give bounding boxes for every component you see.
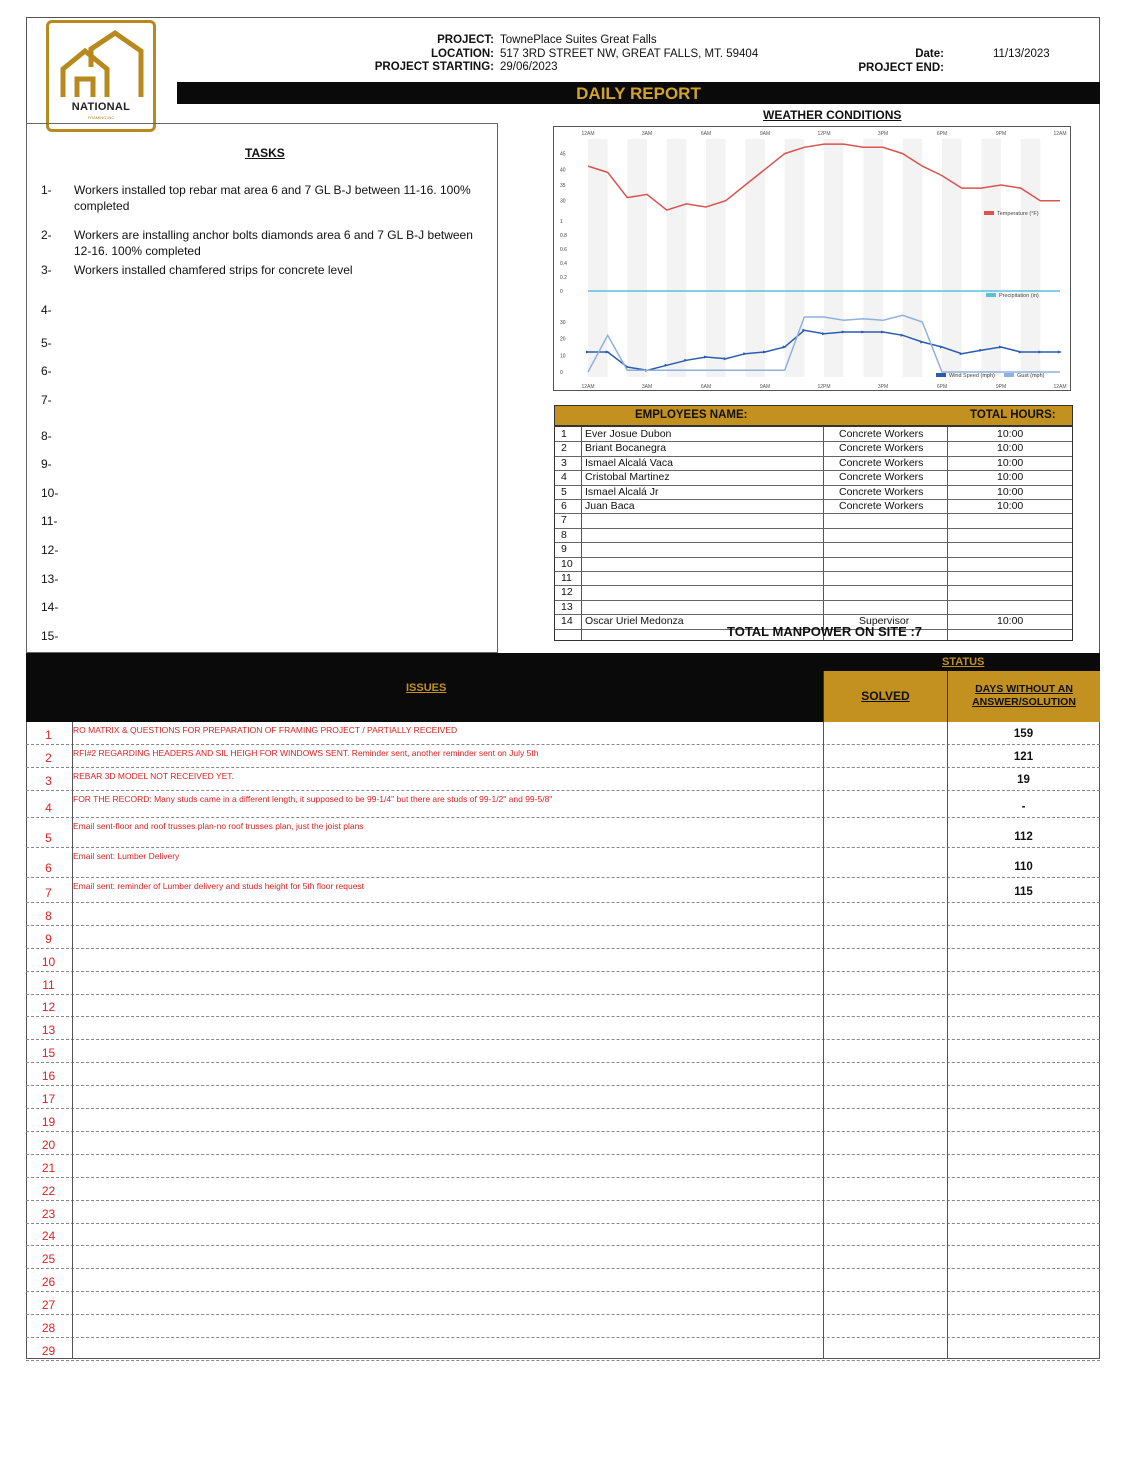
issue-days: 121: [1013, 751, 1034, 763]
employee-name: Ismael Alcalá Jr: [585, 485, 659, 498]
x-tick-label-top: 12AM: [581, 131, 595, 137]
task-text: Workers installed top rebar mat area 6 and 7 GL B-J between 11-16. 100% completed: [74, 183, 471, 213]
issue-days: 110: [1014, 861, 1033, 873]
date-value: 11/13/2023: [993, 48, 1050, 60]
task-number: 4-: [41, 303, 52, 317]
house-logo-icon: [49, 27, 153, 103]
x-tick-label-bottom: 9PM: [995, 384, 1007, 390]
employee-row: [555, 470, 1072, 485]
status-header: STATUS: [942, 656, 985, 668]
employee-row: [555, 571, 1072, 586]
issue-row: [26, 1315, 1100, 1338]
issue-number: 5: [45, 831, 52, 845]
employee-name: Ever Josue Dubon: [585, 428, 672, 440]
y-tick-label: 0.2: [560, 275, 567, 281]
x-tick-label-top: 12PM: [817, 131, 831, 137]
x-tick-label-top: 9AM: [759, 131, 771, 137]
location-label: LOCATION:: [430, 48, 494, 60]
issue-row: [26, 903, 1100, 926]
x-tick-label-bottom: 6AM: [700, 384, 712, 390]
employee-number: 2: [561, 442, 567, 455]
task-number: 10-: [41, 486, 59, 500]
task-number: 11-: [41, 514, 58, 528]
employee-row: [555, 456, 1072, 471]
task-number: 12-: [41, 543, 59, 557]
employee-number: 10: [561, 557, 573, 570]
employee-role: Concrete Workers: [839, 428, 924, 440]
issue-number: 1: [45, 728, 52, 742]
x-tick-label-top: 3AM: [641, 131, 653, 137]
issue-row: [26, 1292, 1100, 1315]
issue-number: 21: [41, 1160, 56, 1175]
issue-days: -: [1021, 801, 1026, 813]
employee-hours: 10:00: [997, 442, 1024, 455]
grid-band: [981, 139, 1001, 377]
issue-number: 10: [41, 954, 56, 969]
y-tick-label: 30: [560, 320, 566, 326]
issue-row: [26, 1155, 1100, 1178]
issue-days: 115: [1014, 886, 1033, 898]
x-tick-label-top: 6AM: [700, 131, 712, 137]
x-tick-label-bottom: 3PM: [877, 384, 889, 390]
issue-row: [26, 995, 1100, 1018]
employee-hours: 10:00: [997, 485, 1024, 498]
issue-row: [26, 1247, 1100, 1270]
issue-number: 22: [41, 1183, 56, 1198]
issue-number: 28: [41, 1321, 56, 1336]
issue-number: 11: [42, 977, 55, 992]
issue-number: 15: [41, 1046, 56, 1061]
employee-row: [555, 441, 1072, 456]
y-tick-label: 0: [560, 370, 563, 376]
issue-text: REBAR 3D MODEL NOT RECEIVED YET.: [73, 771, 234, 781]
wind-arrow-marker: [842, 331, 846, 334]
wind-arrow-marker: [1058, 351, 1062, 354]
task-number: 7-: [41, 393, 52, 407]
employee-row: [555, 499, 1072, 514]
legend-swatch: [986, 293, 996, 297]
employee-hours: 10:00: [997, 471, 1024, 484]
grid-band: [1021, 139, 1041, 377]
employee-row: [555, 528, 1072, 543]
task-number: 13-: [41, 572, 59, 586]
employee-number: 4: [561, 471, 567, 484]
employee-number: 8: [561, 528, 567, 541]
issue-text: FOR THE RECORD: Many studs came in a different length, it supposed to be 99-1/4" but there are studs of 99-1/2" and 99-5/8": [73, 794, 553, 804]
employee-name: Briant Bocanegra: [585, 442, 667, 455]
employees-name-header: EMPLOYEES NAME:: [635, 409, 748, 421]
employee-row: [555, 557, 1072, 572]
report-title: DAILY REPORT: [177, 82, 1100, 104]
y-tick-label: 10: [560, 353, 566, 360]
issue-number: 2: [45, 751, 52, 765]
employee-hours: 10:00: [997, 500, 1024, 512]
y-tick-label: 30: [560, 198, 566, 205]
issue-days: 159: [1013, 728, 1034, 740]
task-number: 3-: [41, 263, 52, 277]
grid-band: [667, 139, 687, 377]
task-text: Workers installed chamfered strips for concrete level: [74, 263, 353, 277]
issue-row: [26, 878, 1100, 903]
issue-number: 24: [41, 1229, 56, 1244]
employees-table: [554, 426, 1073, 641]
employees-header: [554, 405, 1073, 426]
employee-number: 6: [561, 500, 567, 512]
project-value: TownePlace Suites Great Falls: [500, 34, 657, 46]
task-number: 5-: [41, 336, 52, 350]
issue-row: [26, 1269, 1100, 1292]
employee-row: [555, 513, 1072, 528]
issue-row: [26, 818, 1100, 848]
issue-number: 16: [41, 1069, 56, 1084]
legend-swatch: [936, 373, 946, 377]
employee-number: 9: [561, 543, 567, 556]
legend-label: Gust (mph): [1017, 373, 1045, 379]
issue-number: 27: [41, 1298, 56, 1313]
employee-number: 14: [561, 615, 573, 628]
issue-row: [26, 791, 1100, 818]
total-manpower: TOTAL MANPOWER ON SITE :7: [727, 624, 923, 639]
issue-days: 19: [1017, 774, 1030, 786]
employee-role: Concrete Workers: [839, 485, 924, 498]
issue-number: 9: [45, 931, 52, 946]
grid-band: [824, 139, 844, 377]
employee-number: 11: [561, 572, 572, 584]
issue-number: 25: [41, 1252, 56, 1267]
task-number: 2-: [41, 228, 52, 242]
issue-row: [26, 1040, 1100, 1063]
tasks-title: TASKS: [245, 146, 285, 160]
employee-name: Oscar Uriel Medonza: [585, 615, 684, 628]
x-tick-label-bottom: 6PM: [936, 384, 948, 390]
employee-hours: 10:00: [997, 615, 1024, 628]
days-header-line-1: DAYS WITHOUT AN: [975, 683, 1073, 695]
employee-row: [555, 542, 1072, 557]
issue-number: 3: [45, 774, 52, 788]
issue-row: [26, 1338, 1100, 1361]
employee-name: Cristobal Martinez: [585, 471, 670, 484]
y-tick-label: 0.8: [560, 233, 567, 239]
x-tick-label-bottom: 3AM: [641, 384, 653, 390]
x-tick-label-bottom: 9AM: [759, 384, 771, 390]
issues-header: ISSUES: [406, 682, 447, 694]
employee-role: Concrete Workers: [839, 471, 924, 484]
employees-hours-header: TOTAL HOURS:: [970, 409, 1056, 421]
employee-hours: 10:00: [997, 428, 1024, 440]
task-number: 14-: [41, 600, 59, 614]
grid-band: [627, 139, 647, 377]
y-tick-label: 0.6: [560, 247, 567, 253]
x-tick-label-top: 12AM: [1053, 131, 1067, 137]
days-header: [947, 671, 1100, 722]
x-tick-label-bottom: 12PM: [817, 384, 831, 390]
start-label: PROJECT STARTING:: [374, 61, 494, 73]
y-tick-label: 40: [560, 167, 566, 174]
issue-row: [26, 1178, 1100, 1201]
issue-number: 17: [41, 1092, 56, 1107]
issue-number: 19: [41, 1114, 56, 1129]
grid-band: [706, 139, 726, 377]
issue-number: 6: [45, 861, 52, 875]
issue-row: [26, 848, 1100, 878]
y-tick-label: 20: [560, 336, 566, 343]
employee-row: [555, 485, 1072, 500]
issue-row: [26, 972, 1100, 995]
y-tick-label: 1: [560, 219, 563, 225]
issue-row: [26, 926, 1100, 949]
issue-row: [26, 722, 1100, 745]
y-tick-label: 0.4: [560, 261, 567, 267]
employee-row: [555, 600, 1072, 615]
issue-text: Email sent: reminder of Lumber delivery and studs height for 5th floor request: [73, 881, 365, 891]
employee-name: Ismael Alcalá Vaca: [585, 456, 673, 469]
legend-label: Temperature (°F): [997, 211, 1039, 217]
issue-number: 8: [45, 908, 52, 923]
issue-text: RO MATRIX & QUESTIONS FOR PREPARATION OF FRAMING PROJECT / PARTIALLY RECEIVED: [73, 725, 458, 735]
solved-header: SOLVED: [823, 671, 947, 722]
employee-number: 3: [561, 456, 567, 469]
y-tick-label: 0: [560, 289, 563, 295]
employee-role: Concrete Workers: [839, 500, 924, 512]
days-header-line-2: ANSWER/SOLUTION: [972, 696, 1076, 708]
issue-row: [26, 1063, 1100, 1086]
legend-label: Precipitation (in): [999, 293, 1039, 299]
logo-company-name: NATIONAL: [71, 101, 131, 113]
grid-band: [745, 139, 765, 377]
issue-row: [26, 745, 1100, 768]
location-value: 517 3RD STREET NW, GREAT FALLS, MT. 59404: [500, 48, 759, 60]
y-tick-label: 35: [560, 183, 566, 189]
issue-row: [26, 1201, 1100, 1224]
issue-number: 4: [45, 801, 52, 815]
end-label: PROJECT END:: [858, 62, 944, 74]
employee-role: Concrete Workers: [839, 456, 924, 469]
x-tick-label-top: 3PM: [877, 131, 889, 137]
employee-role: Concrete Workers: [839, 442, 924, 455]
weather-chart-svg: [554, 127, 1070, 390]
issue-number: 29: [41, 1343, 56, 1358]
date-label: Date:: [915, 48, 944, 60]
weather-title: WEATHER CONDITIONS: [763, 108, 902, 122]
task-number: 15-: [41, 629, 59, 643]
legend-swatch: [984, 211, 994, 215]
employee-hours: 10:00: [997, 456, 1024, 469]
employee-number: 1: [561, 428, 567, 440]
issue-number: 20: [41, 1137, 56, 1152]
wind-arrow-marker: [960, 352, 964, 355]
y-tick-label: 45: [560, 151, 566, 158]
issue-days: 112: [1014, 831, 1033, 843]
task-number: 8-: [41, 429, 52, 443]
company-logo: [46, 20, 156, 132]
legend-label: Wind Speed (mph): [949, 373, 995, 379]
task-number: 6-: [41, 364, 52, 378]
issue-row: [26, 1086, 1100, 1109]
issue-text: Email sent: Lumber Delivery: [73, 851, 180, 861]
employee-name: Juan Baca: [585, 500, 635, 512]
weather-chart: [553, 126, 1071, 391]
issue-row: [26, 1132, 1100, 1155]
employee-number: 7: [561, 514, 567, 527]
employee-row: [555, 585, 1072, 600]
x-tick-label-bottom: 12AM: [1053, 384, 1067, 390]
issue-number: 26: [41, 1275, 56, 1290]
x-tick-label-top: 6PM: [936, 131, 948, 137]
x-tick-label-top: 9PM: [995, 131, 1007, 137]
issue-number: 23: [41, 1206, 56, 1221]
issue-text: RFI#2 REGARDING HEADERS AND SIL HEIGH FOR WINDOWS SENT. Reminder sent, another reminder sent on July 5th: [73, 748, 539, 758]
employee-role: Supervisor: [859, 615, 910, 628]
issue-number: 7: [45, 886, 52, 900]
logo-tagline: FRAMING INC: [87, 115, 115, 120]
task-text: Workers are installing anchor bolts diamonds area 6 and 7 GL B-J between 12-16. 100% completed: [74, 228, 473, 258]
issue-text: Email sent-floor and roof trusses plan-no roof trusses plan, just the joist plans: [73, 821, 364, 831]
employee-number: 5: [561, 485, 567, 498]
task-number: 9-: [41, 457, 52, 471]
task-number: 1-: [41, 183, 52, 197]
issue-row: [26, 1224, 1100, 1247]
project-label: PROJECT:: [437, 34, 494, 46]
issue-row: [26, 1018, 1100, 1041]
employee-number: 12: [561, 586, 573, 599]
grid-band: [942, 139, 962, 377]
issue-row: [26, 1109, 1100, 1132]
x-tick-label-bottom: 12AM: [581, 384, 595, 390]
grid-band: [863, 139, 883, 377]
legend-swatch: [1004, 373, 1014, 377]
issue-row: [26, 768, 1100, 791]
start-value: 29/06/2023: [500, 61, 558, 73]
employee-row: [555, 427, 1072, 442]
grid-band: [785, 139, 805, 377]
employee-number: 13: [561, 600, 573, 613]
issue-number: 13: [41, 1023, 56, 1038]
issue-row: [26, 949, 1100, 972]
issue-number: 12: [41, 1000, 56, 1015]
